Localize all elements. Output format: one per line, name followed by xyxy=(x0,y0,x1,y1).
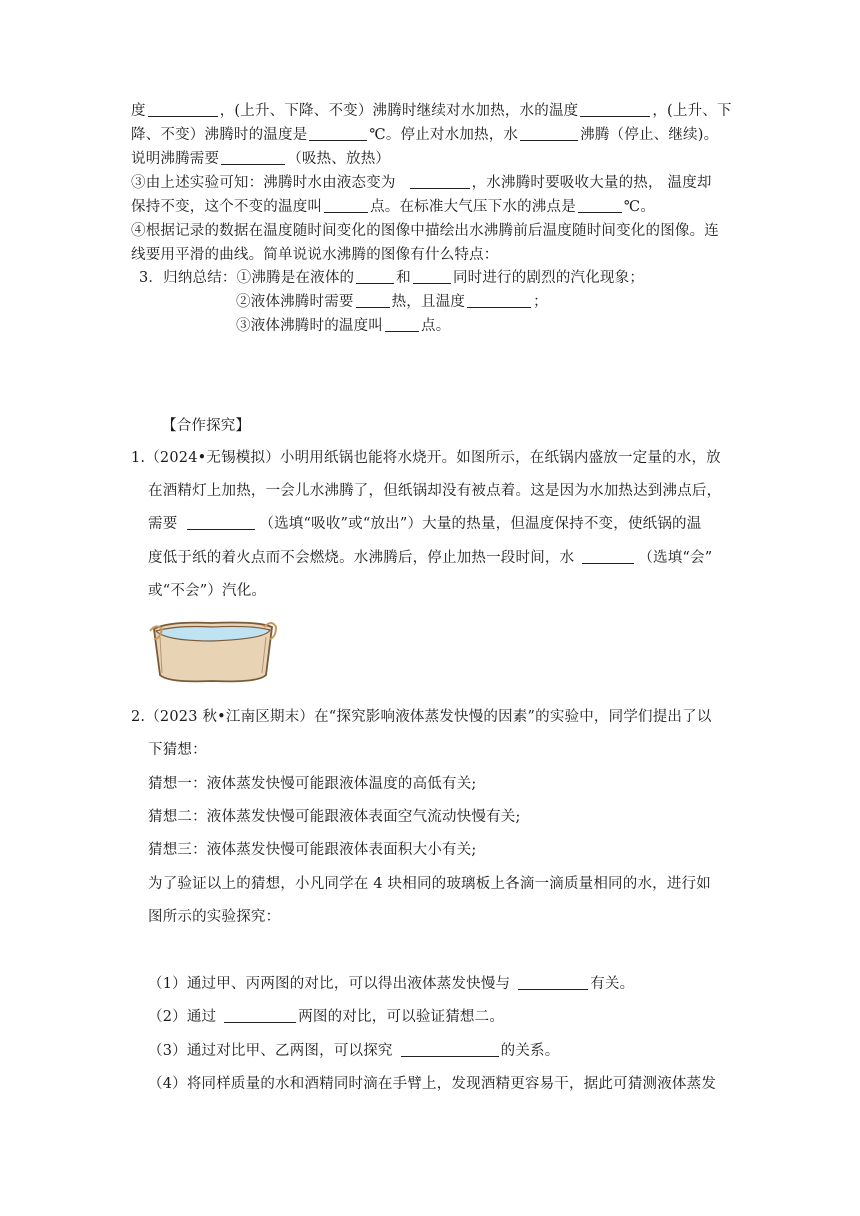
answer-blank[interactable] xyxy=(148,102,218,117)
hypothesis-line: 猜想三：液体蒸发快慢可能跟液体表面积大小有关; xyxy=(148,842,477,858)
answer-blank[interactable] xyxy=(224,1008,296,1023)
answer-blank[interactable] xyxy=(520,126,578,141)
answer-blank[interactable] xyxy=(187,515,255,530)
text-line: 线要用平滑的曲线。简单说说水沸腾的图像有什么特点： xyxy=(131,247,499,263)
text-line: 保持不变，这个不变的温度叫 点。在标准大气压下水的沸点是 ℃。 xyxy=(131,199,656,215)
answer-blank[interactable] xyxy=(309,126,367,141)
text-line: 度 ，(上升、下降、不变）沸腾时继续对水加热，水的温度 ，(上升、下 xyxy=(131,103,732,119)
text-line: ④根据记录的数据在温度随时间变化的图像中描绘出水沸腾前后温度随时间变化的图像。连 xyxy=(131,223,719,239)
question-text: 需要 （选填“吸收”或“放出”）大量的热量，但温度保持不变，使纸锅的温 xyxy=(148,516,702,532)
answer-blank[interactable] xyxy=(401,1042,499,1057)
question-text: 度低于纸的着火点而不会燃烧。水沸腾后，停止加热一段时间，水 （选填“会” xyxy=(148,550,713,566)
answer-blank[interactable] xyxy=(518,975,588,990)
hypothesis-line: 猜想一：液体蒸发快慢可能跟液体温度的高低有关; xyxy=(148,776,477,792)
question-text: 在酒精灯上加热，一会儿水沸腾了，但纸锅却没有被点着。这是因为水加热达到沸点后， xyxy=(148,483,722,499)
question-text: 下猜想： xyxy=(148,742,207,758)
answer-blank[interactable] xyxy=(582,549,634,564)
summary-line: 3．归纳总结：①沸腾是在液体的 和 同时进行的剧烈的汽化现象； xyxy=(139,270,645,286)
summary-line: ③液体沸腾时的温度叫 点。 xyxy=(236,318,451,334)
sub-question: （3）通过对比甲、乙两图，可以探究 的关系。 xyxy=(148,1043,560,1059)
answer-blank[interactable] xyxy=(221,150,285,165)
summary-line: ②液体沸腾时需要 热，且温度 ； xyxy=(236,294,548,310)
answer-blank[interactable] xyxy=(324,198,368,213)
question-text: 或“不会”）汽化。 xyxy=(148,583,267,599)
text-line: 说明沸腾需要 （吸热、放热） xyxy=(131,151,391,167)
question-text: 2.（2023 秋•江南区期末）在“探究影响液体蒸发快慢的因素”的实验中，同学们提出了以 xyxy=(131,709,712,725)
answer-blank[interactable] xyxy=(356,269,394,284)
question-text: 为了验证以上的猜想，小凡同学在 4 块相同的玻璃板上各滴一滴质量相同的水，进行如 xyxy=(148,876,711,892)
answer-blank[interactable] xyxy=(467,293,531,308)
answer-blank[interactable] xyxy=(356,293,390,308)
section-heading: 【合作探究】 xyxy=(162,418,251,434)
paper-pot-illustration xyxy=(148,617,278,685)
text-line: ③由上述实验可知：沸腾时水由液态变为 ，水沸腾时要吸收大量的热， 温度却 xyxy=(131,175,712,191)
sub-question: （4）将同样质量的水和酒精同时滴在手臂上，发现酒精更容易干，据此可猜测液体蒸发 xyxy=(148,1076,717,1092)
answer-blank[interactable] xyxy=(413,269,451,284)
hypothesis-line: 猜想二：液体蒸发快慢可能跟液体表面空气流动快慢有关; xyxy=(148,809,521,825)
answer-blank[interactable] xyxy=(578,198,622,213)
answer-blank[interactable] xyxy=(410,174,470,189)
sub-question: （1）通过甲、丙两图的对比，可以得出液体蒸发快慢与 有关。 xyxy=(148,976,635,992)
sub-question: （2）通过 两图的对比，可以验证猜想二。 xyxy=(148,1009,505,1025)
question-text: 图所示的实验探究： xyxy=(148,909,281,925)
question-text: 1.（2024•无锡模拟）小明用纸锅也能将水烧开。如图所示，在纸锅内盛放一定量的水，放 xyxy=(131,450,721,466)
answer-blank[interactable] xyxy=(580,102,650,117)
text-line: 降、不变）沸腾时的温度是 ℃。停止对水加热，水 沸腾（停止、继续)。 xyxy=(131,127,719,143)
answer-blank[interactable] xyxy=(385,317,419,332)
